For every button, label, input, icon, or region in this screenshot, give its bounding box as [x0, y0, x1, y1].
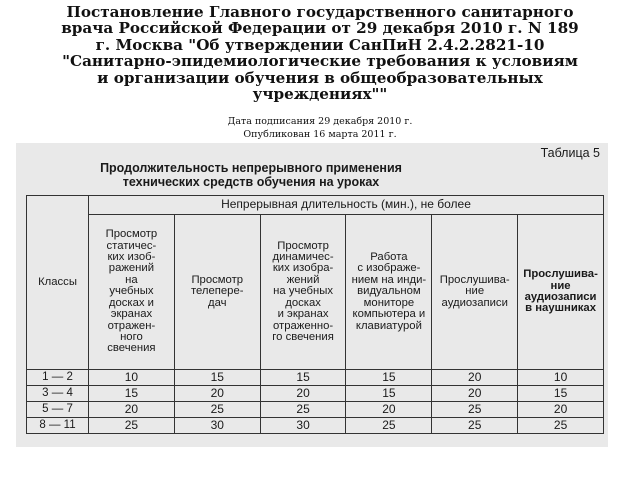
column-header-line: компьютера и [352, 308, 426, 321]
signed-date: Дата подписания 29 декабря 2010 г. [227, 116, 413, 127]
column-header-line: Прослушива- [523, 268, 598, 281]
column-header-line: ние [550, 279, 571, 292]
value-cell: 25 [432, 402, 518, 418]
table-row [27, 386, 604, 402]
column-header-line: Работа [370, 251, 408, 264]
value-cell: 15 [346, 370, 432, 386]
column-header-line: ражений [108, 262, 155, 275]
value-cell: 15 [89, 386, 175, 402]
value-cell: 25 [432, 418, 518, 434]
value-cell: 15 [518, 386, 604, 402]
value-cell: 30 [174, 418, 260, 434]
value-cell: 10 [518, 370, 604, 386]
classes-cell: 8 — 11 [27, 418, 89, 434]
title-line: врача Российской Федерации от 29 декабря 2010 г. N 189 [61, 19, 579, 38]
column-header-line: отраженно- [273, 319, 334, 332]
value-cell: 20 [432, 386, 518, 402]
column-header-line: телепере- [190, 285, 244, 298]
scanned-table-image [16, 143, 608, 447]
duration-table [26, 195, 604, 434]
column-header-line: ние [465, 285, 485, 298]
document-title [8, 4, 632, 102]
classes-header: Классы [27, 196, 89, 370]
column-header [518, 215, 604, 370]
column-header-line: Просмотр [277, 239, 329, 252]
column-header-line: на учебных [273, 285, 333, 298]
table-number: Таблица 5 [540, 146, 600, 160]
column-header-line: нием на инди- [351, 273, 427, 286]
table-row [27, 402, 604, 418]
column-header-line: и экранах [277, 308, 329, 321]
column-header-line: учебных [109, 285, 154, 298]
value-cell: 15 [260, 370, 346, 386]
title-line: "Санитарно-эпидемиологические требования к условиям [62, 52, 578, 71]
column-header [89, 215, 175, 370]
column-header-line: ного [120, 330, 143, 343]
column-header-line: динамичес- [272, 251, 334, 264]
column-header [174, 215, 260, 370]
column-header-line: досках и [108, 296, 154, 309]
table-title [16, 161, 486, 189]
classes-cell: 5 — 7 [27, 402, 89, 418]
value-cell: 20 [518, 402, 604, 418]
column-header-line: дач [207, 296, 227, 309]
column-header-line: ких изоб- [107, 251, 156, 264]
value-cell: 20 [346, 402, 432, 418]
column-header-line: свечения [107, 342, 156, 355]
value-cell: 20 [432, 370, 518, 386]
classes-cell: 1 — 2 [27, 370, 89, 386]
column-header-line: клавиатурой [355, 319, 422, 332]
classes-cell: 3 — 4 [27, 386, 89, 402]
column-header-line: с изображе- [357, 262, 421, 275]
column-header-line: аудиозаписи [441, 296, 508, 309]
column-header-line: экранах [110, 308, 153, 321]
column-header [260, 215, 346, 370]
column-header-line: жений [286, 273, 320, 286]
column-header-line: Просмотр [105, 228, 158, 241]
table-row [27, 418, 604, 434]
table-title-line: Продолжительность непрерывного применения [100, 161, 402, 175]
value-cell: 15 [174, 370, 260, 386]
value-cell: 10 [89, 370, 175, 386]
column-header-line: видуальном [357, 285, 421, 298]
value-cell: 15 [346, 386, 432, 402]
value-cell: 25 [89, 418, 175, 434]
column-header-line: мониторе [363, 296, 415, 309]
column-headers-row [27, 215, 604, 370]
value-cell: 20 [174, 386, 260, 402]
value-cell: 20 [89, 402, 175, 418]
column-header-line: на [125, 273, 138, 286]
column-header-line: аудиозаписи [524, 291, 597, 303]
column-header [432, 215, 518, 370]
value-cell: 30 [260, 418, 346, 434]
column-header-line: отражен- [107, 319, 156, 332]
value-cell: 25 [174, 402, 260, 418]
title-line: Постановление Главного государственного санитарного [66, 3, 574, 21]
title-line: учреждениях"" [252, 85, 388, 104]
column-header-line: Прослушива- [439, 273, 510, 286]
value-cell: 20 [260, 386, 346, 402]
value-cell: 25 [518, 418, 604, 434]
column-header-line: ких изобра- [272, 262, 334, 275]
table-title-line: технических средств обучения на уроках [122, 175, 380, 189]
published-date: Опубликован 16 марта 2011 г. [243, 129, 397, 140]
duration-header: Непрерывная длительность (мин.), не более [89, 196, 604, 215]
column-header-line: в наушниках [525, 302, 597, 315]
title-line: г. Москва "Об утверждении СанПиН 2.4.2.2821-10 [95, 35, 545, 54]
table-row [27, 370, 604, 386]
column-header-line: Просмотр [191, 273, 244, 286]
value-cell: 25 [346, 418, 432, 434]
title-line: и организации обучения в общеобразовательных [97, 68, 543, 87]
column-header-line: статичес- [106, 239, 157, 252]
column-header-line: го свечения [272, 330, 334, 343]
value-cell: 25 [260, 402, 346, 418]
column-header-line: досках [285, 296, 321, 309]
column-header [346, 215, 432, 370]
